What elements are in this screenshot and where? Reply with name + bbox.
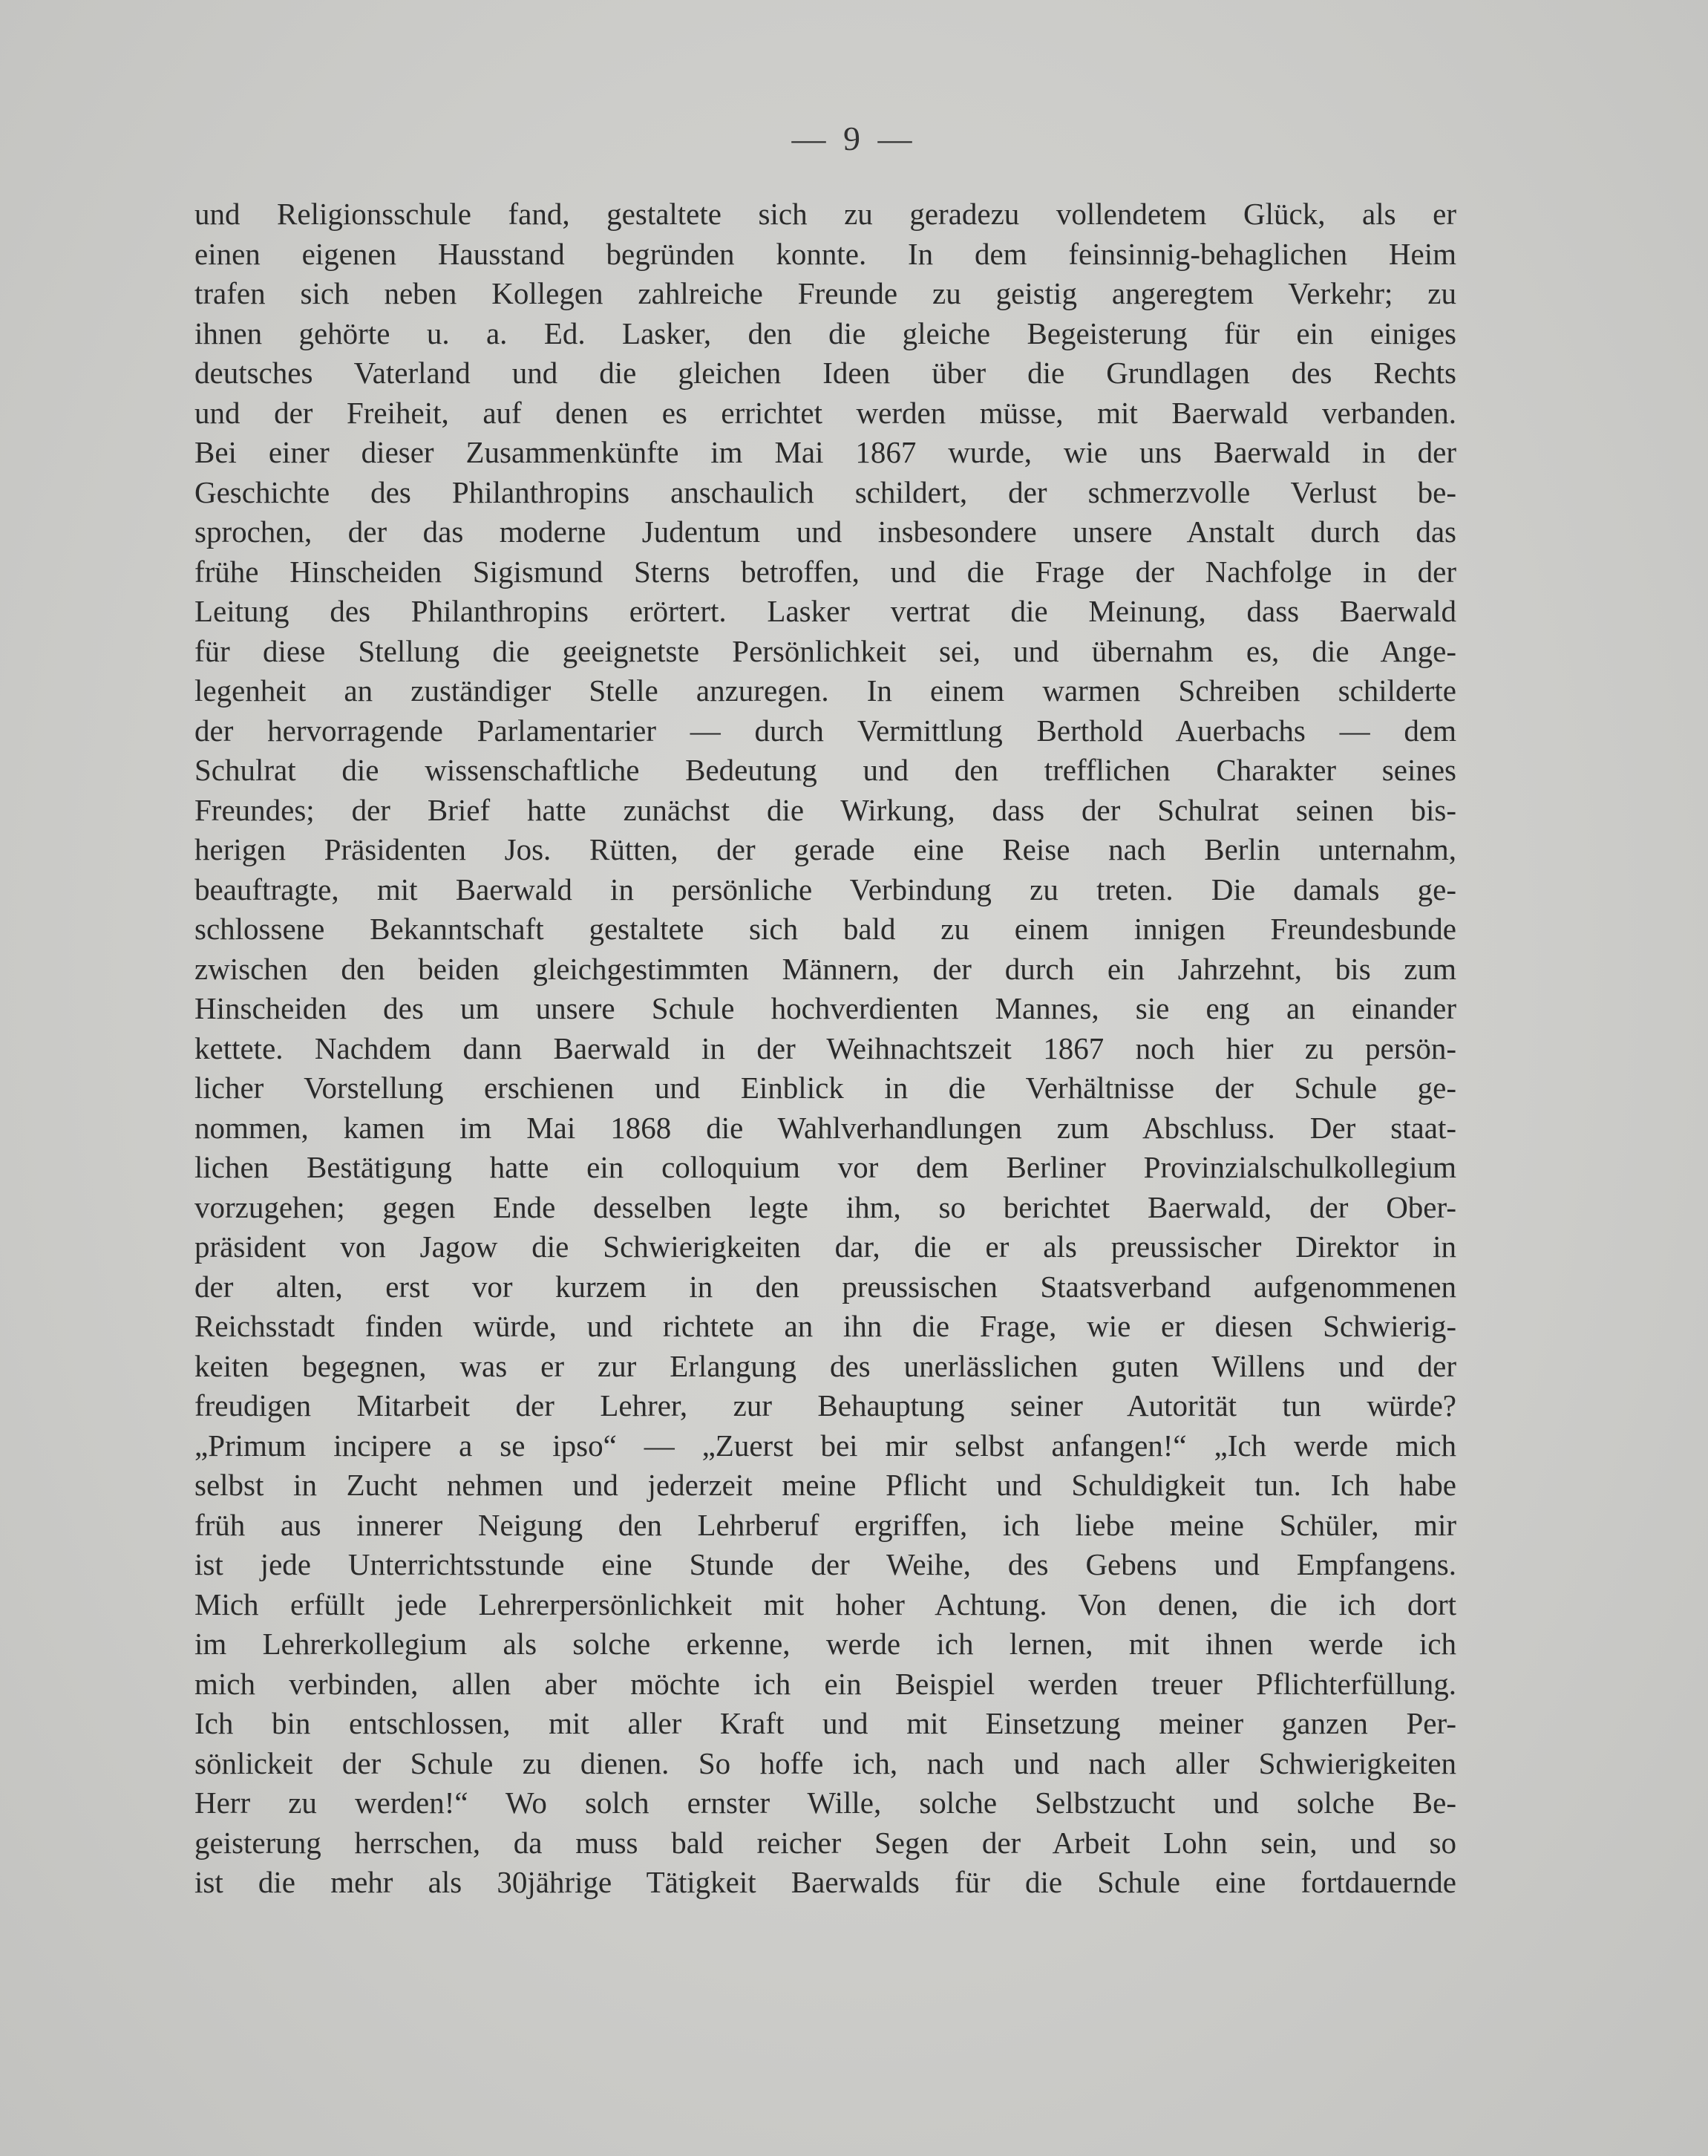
text-line: Leitung des Philanthropins erörtert. Lasker vertrat die Meinung, dass Baerwald — [194, 594, 1456, 628]
text-line: und der Freiheit, auf denen es errichtet werden müsse, mit Baerwald verbanden. — [194, 395, 1456, 430]
text-line: Schulrat die wissenschaftliche Bedeutung und den trefflichen Charakter seines — [194, 753, 1456, 787]
text-line: ihnen gehörte u. a. Ed. Lasker, den die gleiche Begeisterung für ein einiges — [194, 316, 1456, 350]
text-line: ist die mehr als 30jährige Tätigkeit Baerwalds für die Schule eine fortdauernde — [194, 1865, 1456, 1899]
text-line: Freundes; der Brief hatte zunächst die Wirkung, dass der Schulrat seinen bis- — [194, 792, 1456, 827]
text-line: Mich erfüllt jede Lehrerpersönlichkeit mit hoher Achtung. Von denen, die ich dort — [194, 1587, 1456, 1621]
text-line: lichen Bestätigung hatte ein colloquium vor dem Berliner Provinzialschulkollegium — [194, 1150, 1456, 1184]
text-line: Ich bin entschlossen, mit aller Kraft und mit Einsetzung meiner ganzen Per- — [194, 1706, 1456, 1740]
text-line: Hinscheiden des um unsere Schule hochverdienten Mannes, sie eng an einander — [194, 991, 1456, 1025]
body-text — [194, 195, 1456, 1903]
text-line: kettete. Nachdem dann Baerwald in der Weihnachtszeit 1867 noch hier zu persön- — [194, 1030, 1456, 1065]
text-line: nommen, kamen im Mai 1868 die Wahlverhandlungen zum Abschluss. Der staat- — [194, 1110, 1456, 1145]
text-line: schlossene Bekanntschaft gestaltete sich bald zu einem innigen Freundesbunde — [194, 912, 1456, 946]
text-line: beauftragte, mit Baerwald in persönliche Verbindung zu treten. Die damals ge- — [194, 872, 1456, 906]
text-line: einen eigenen Hausstand begründen konnte. In dem feinsinnig-behaglichen Heim — [194, 236, 1456, 271]
text-line: der alten, erst vor kurzem in den preussischen Staatsverband aufgenommenen — [194, 1269, 1456, 1304]
text-line: sönlickeit der Schule zu dienen. So hoffe ich, nach und nach aller Schwierigkeiten — [194, 1745, 1456, 1780]
text-line: Herr zu werden!“ Wo solch ernster Wille, solche Selbstzucht und solche Be- — [194, 1786, 1456, 1820]
text-line: licher Vorstellung erschienen und Einblick in die Verhältnisse der Schule ge- — [194, 1071, 1456, 1105]
text-line: geisterung herrschen, da muss bald reicher Segen der Arbeit Lohn sein, und so — [194, 1825, 1456, 1860]
text-line: deutsches Vaterland und die gleichen Ideen über die Grundlagen des Rechts — [194, 356, 1456, 390]
text-line: zwischen den beiden gleichgestimmten Männern, der durch ein Jahrzehnt, bis zum — [194, 951, 1456, 986]
text-line: mich verbinden, allen aber möchte ich ein Beispiel werden treuer Pflichterfüllung. — [194, 1666, 1456, 1701]
text-line: früh aus innerer Neigung den Lehrberuf ergriffen, ich liebe meine Schüler, mir — [194, 1507, 1456, 1542]
text-line: sprochen, der das moderne Judentum und insbesondere unsere Anstalt durch das — [194, 514, 1456, 549]
text-line: präsident von Jagow die Schwierigkeiten dar, die er als preussischer Direktor in — [194, 1229, 1456, 1264]
text-line: legenheit an zuständiger Stelle anzuregen. In einem warmen Schreiben schilderte — [194, 673, 1456, 708]
text-line: ist jede Unterrichtsstunde eine Stunde der Weihe, des Gebens und Empfangens. — [194, 1547, 1456, 1581]
text-line: keiten begegnen, was er zur Erlangung des unerlässlichen guten Willens und der — [194, 1348, 1456, 1383]
text-line: trafen sich neben Kollegen zahlreiche Freunde zu geistig angeregtem Verkehr; zu — [194, 276, 1456, 310]
text-line: im Lehrerkollegium als solche erkenne, werde ich lernen, mit ihnen werde ich — [194, 1627, 1456, 1661]
text-line: vorzugehen; gegen Ende desselben legte ihm, so berichtet Baerwald, der Ober- — [194, 1189, 1456, 1224]
text-line: selbst in Zucht nehmen und jederzeit meine Pflicht und Schuldigkeit tun. Ich habe — [194, 1468, 1456, 1502]
text-line: für diese Stellung die geeignetste Persönlichkeit sei, und übernahm es, die Ange- — [194, 633, 1456, 668]
text-line: Reichsstadt finden würde, und richtete an ihn die Frage, wie er diesen Schwierig- — [194, 1309, 1456, 1343]
text-line: frühe Hinscheiden Sigismund Sterns betroffen, und die Frage der Nachfolge in der — [194, 554, 1456, 589]
text-line: der hervorragende Parlamentarier — durch Vermittlung Berthold Auerbachs — dem — [194, 713, 1456, 748]
text-line: und Religionsschule fand, gestaltete sich zu geradezu vollendetem Glück, als er — [194, 197, 1456, 231]
text-line: Geschichte des Philanthropins anschaulich schildert, der schmerzvolle Verlust be- — [194, 474, 1456, 509]
page-number: — 9 — — [791, 120, 917, 157]
text-line: freudigen Mitarbeit der Lehrer, zur Behauptung seiner Autorität tun würde? — [194, 1388, 1456, 1422]
text-line: „Primum incipere a se ipso“ — „Zuerst bei mir selbst anfangen!“ „Ich werde mich — [194, 1428, 1456, 1463]
text-line: Bei einer dieser Zusammenkünfte im Mai 1867 wurde, wie uns Baerwald in der — [194, 435, 1456, 469]
text-line: herigen Präsidenten Jos. Rütten, der gerade eine Reise nach Berlin unternahm, — [194, 832, 1456, 866]
